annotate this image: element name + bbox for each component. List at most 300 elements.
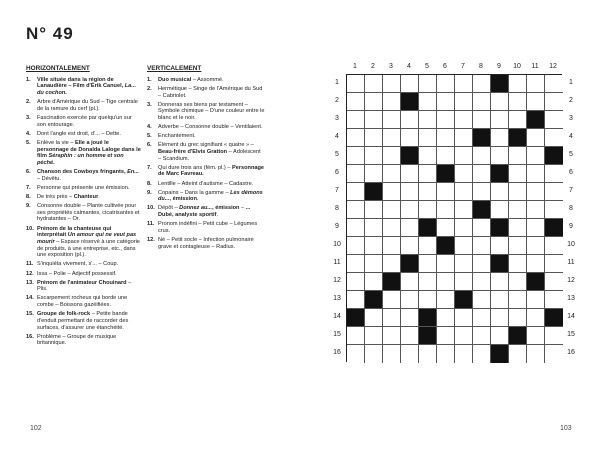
clue-number: 4.	[147, 124, 152, 131]
grid-cell[interactable]	[491, 183, 509, 201]
clue-text: Lentille – Atteint d'autisme – Cadastre.	[158, 180, 254, 187]
black-square	[401, 255, 419, 273]
clue-number: 2.	[147, 85, 152, 92]
grid-cell[interactable]	[383, 93, 401, 111]
grid-cell[interactable]	[401, 327, 419, 345]
grid-cell[interactable]	[509, 255, 527, 273]
clue-number: 5.	[147, 133, 152, 140]
grid-cell[interactable]	[545, 183, 563, 201]
grid-cell[interactable]	[365, 327, 383, 345]
black-square	[419, 327, 437, 345]
page-number-right: 103	[560, 425, 572, 432]
grid-cell[interactable]	[473, 345, 491, 363]
grid-cell[interactable]	[455, 93, 473, 111]
grid-cell[interactable]	[455, 273, 473, 291]
clue-text: Issa – Polie – Adjectif possessif.	[37, 270, 117, 277]
clue-number: 16.	[26, 333, 34, 340]
black-square	[347, 309, 365, 327]
black-square	[455, 291, 473, 309]
horizontal-clue	[26, 140, 141, 167]
grid-cell[interactable]	[365, 309, 383, 327]
clue-text: Copains – Dans la gamme – Les démons du..., émission.	[158, 189, 263, 203]
clue-text: De très près – Chanteur.	[37, 193, 100, 200]
grid-cell[interactable]	[365, 75, 383, 93]
clue-text: Prénom de l'animateur Chouinard – Plis.	[37, 279, 132, 293]
clue-number: 1.	[26, 76, 31, 83]
grid-cell[interactable]	[455, 237, 473, 255]
grid-cell[interactable]	[383, 147, 401, 165]
row-number: 4	[569, 133, 573, 140]
grid-cell[interactable]	[509, 345, 527, 363]
clue-text: Chanson des Cowboys fringants, En... – Dévêtu.	[37, 169, 139, 182]
black-square	[401, 93, 419, 111]
grid-cell[interactable]	[527, 165, 545, 183]
grid-cell[interactable]	[347, 255, 365, 273]
grid-cell[interactable]	[491, 129, 509, 147]
grid-cell[interactable]	[401, 273, 419, 291]
grid-cell[interactable]	[509, 147, 527, 165]
grid-cell[interactable]	[365, 201, 383, 219]
grid-cell[interactable]	[455, 111, 473, 129]
grid-cell[interactable]	[419, 291, 437, 309]
black-square	[365, 183, 383, 201]
grid-cell[interactable]	[365, 111, 383, 129]
column-number: 10	[513, 63, 521, 70]
vertical-clue	[147, 86, 265, 99]
grid-cell[interactable]	[401, 237, 419, 255]
grid-cell[interactable]	[347, 129, 365, 147]
grid-cell[interactable]	[455, 75, 473, 93]
grid-cell[interactable]	[437, 273, 455, 291]
black-square	[473, 201, 491, 219]
grid-cell[interactable]	[527, 183, 545, 201]
grid-cell[interactable]	[347, 345, 365, 363]
vertical-clue	[147, 124, 265, 131]
grid-cell[interactable]	[419, 273, 437, 291]
grid-cell[interactable]	[347, 201, 365, 219]
grid-cell[interactable]	[509, 273, 527, 291]
grid-cell[interactable]	[491, 93, 509, 111]
grid-cell[interactable]	[365, 129, 383, 147]
grid-cell[interactable]	[383, 201, 401, 219]
clue-number: 10.	[147, 205, 155, 212]
grid-cell[interactable]	[527, 93, 545, 111]
grid-cell[interactable]	[491, 201, 509, 219]
horizontal-clue	[26, 334, 141, 347]
grid-cell[interactable]	[455, 219, 473, 237]
grid-cell[interactable]	[365, 165, 383, 183]
grid-cell[interactable]	[419, 201, 437, 219]
horizontal-clue	[26, 271, 141, 278]
horizontal-clue	[26, 226, 141, 260]
horizontal-clue	[26, 77, 141, 97]
grid-cell[interactable]	[347, 327, 365, 345]
clue-text: Enchantement.	[158, 133, 196, 140]
grid-cell[interactable]	[473, 111, 491, 129]
grid-cell[interactable]	[401, 309, 419, 327]
black-square	[545, 309, 563, 327]
vertical-clue	[147, 133, 265, 140]
vertical-clue	[147, 77, 265, 84]
black-square	[491, 219, 509, 237]
grid-cell[interactable]	[419, 255, 437, 273]
grid-cell[interactable]	[545, 129, 563, 147]
horizontal-clue	[26, 131, 141, 138]
row-number: 16	[333, 349, 341, 356]
grid-cell[interactable]	[545, 255, 563, 273]
column-number: 4	[407, 63, 411, 70]
grid-cell[interactable]	[455, 327, 473, 345]
grid-cell[interactable]	[383, 309, 401, 327]
row-number: 1	[569, 79, 573, 86]
grid-cell[interactable]	[545, 93, 563, 111]
row-number: 15	[567, 331, 575, 338]
grid-cell[interactable]	[455, 255, 473, 273]
grid-cell[interactable]	[509, 291, 527, 309]
clue-number: 3.	[26, 115, 31, 121]
grid-cell[interactable]	[527, 129, 545, 147]
row-number: 12	[567, 277, 575, 284]
grid-cell[interactable]	[365, 93, 383, 111]
grid-cell[interactable]	[347, 183, 365, 201]
clue-text: Dépôt – Donnez au..., émission – ... Dubé, analyste sportif.	[158, 205, 251, 219]
grid-cell[interactable]	[401, 219, 419, 237]
black-square	[401, 147, 419, 165]
clue-text: Duo musical – Assommé.	[158, 76, 224, 83]
grid-cell[interactable]	[527, 255, 545, 273]
grid-cell[interactable]	[419, 147, 437, 165]
grid-cell[interactable]	[509, 93, 527, 111]
grid-cell[interactable]	[365, 237, 383, 255]
grid-cell[interactable]	[491, 327, 509, 345]
grid-cell[interactable]	[419, 111, 437, 129]
clue-text: Pronom indéfini – Petit cube – Légumes crus.	[158, 221, 258, 234]
clue-number: 12.	[147, 237, 155, 244]
grid-cell[interactable]	[383, 237, 401, 255]
black-square	[527, 111, 545, 129]
grid-cell[interactable]	[419, 129, 437, 147]
grid-cell[interactable]	[455, 129, 473, 147]
column-number: 7	[461, 63, 465, 70]
grid-cell[interactable]	[509, 237, 527, 255]
grid-cell[interactable]	[419, 75, 437, 93]
grid-cell[interactable]	[509, 219, 527, 237]
black-square	[491, 75, 509, 93]
black-square	[527, 273, 545, 291]
grid-cell[interactable]	[347, 237, 365, 255]
clue-number: 12.	[26, 270, 34, 277]
black-square	[419, 219, 437, 237]
grid-cell[interactable]	[527, 291, 545, 309]
clue-text: Enlève la vie – Elle a joué le personnage de Donalda Laloge dans le film Séraphin : un homme et son péché.	[37, 139, 141, 166]
clue-number: 15.	[26, 311, 34, 318]
grid-cell[interactable]	[473, 147, 491, 165]
grid-cell[interactable]	[527, 201, 545, 219]
grid-cell[interactable]	[527, 219, 545, 237]
grid-cell[interactable]	[383, 327, 401, 345]
grid-cell[interactable]	[347, 111, 365, 129]
black-square	[545, 219, 563, 237]
grid-cell[interactable]	[419, 345, 437, 363]
column-number: 11	[531, 63, 539, 70]
grid-cell[interactable]	[383, 111, 401, 129]
grid-cell[interactable]	[401, 165, 419, 183]
clue-text: Problème – Groupe de musique britannique.	[37, 333, 117, 347]
column-number: 8	[479, 63, 483, 70]
grid-cell[interactable]	[545, 165, 563, 183]
column-number: 2	[371, 63, 375, 70]
grid-cell[interactable]	[473, 219, 491, 237]
clue-text: S'inquiéta vivement, s'... – Coup.	[37, 261, 119, 268]
grid-cell[interactable]	[437, 327, 455, 345]
clue-text: Groupe de folk-rock – Petite bande d'enduit permettant de raccorder des surfaces, d'assurer une étanchéité.	[37, 311, 129, 331]
grid-cell[interactable]	[383, 219, 401, 237]
grid-cell[interactable]	[509, 111, 527, 129]
grid-cell[interactable]	[473, 255, 491, 273]
row-number: 14	[567, 313, 575, 320]
row-number: 8	[569, 205, 573, 212]
row-number: 16	[567, 349, 575, 356]
grid-cell[interactable]	[455, 147, 473, 165]
clue-number: 3.	[147, 101, 152, 108]
grid-cell[interactable]	[473, 327, 491, 345]
grid-cell[interactable]	[383, 291, 401, 309]
vertical-clue	[147, 190, 265, 203]
grid-cell[interactable]	[437, 183, 455, 201]
black-square	[491, 255, 509, 273]
grid-cell[interactable]	[491, 111, 509, 129]
grid-cell[interactable]	[401, 291, 419, 309]
row-number: 11	[567, 259, 575, 266]
row-number: 10	[567, 241, 575, 248]
clue-text: Personne qui présente une émission.	[37, 184, 130, 191]
grid-cell[interactable]	[365, 273, 383, 291]
row-number: 11	[333, 259, 341, 266]
grid-cell[interactable]	[347, 273, 365, 291]
grid-cell[interactable]	[437, 291, 455, 309]
row-number: 7	[335, 187, 339, 194]
grid-cell[interactable]	[347, 147, 365, 165]
row-number: 6	[569, 169, 573, 176]
clue-number: 1.	[147, 76, 152, 83]
grid-cell[interactable]	[419, 183, 437, 201]
black-square	[491, 165, 509, 183]
clue-number: 9.	[147, 189, 152, 196]
clue-number: 10.	[26, 225, 34, 232]
grid-cell[interactable]	[383, 75, 401, 93]
grid-cell[interactable]	[527, 237, 545, 255]
row-number: 3	[569, 115, 573, 122]
grid-cell[interactable]	[509, 183, 527, 201]
grid-cell[interactable]	[491, 237, 509, 255]
vertical-clue	[147, 142, 265, 162]
column-number: 3	[389, 63, 393, 70]
row-number: 13	[567, 295, 575, 302]
clue-text: Adverbe – Consonne double – Ventilaient.	[158, 124, 263, 131]
clue-number: 7.	[147, 164, 152, 171]
grid-cell[interactable]	[365, 219, 383, 237]
grid-cell[interactable]	[545, 291, 563, 309]
clue-text: Qui dure trois ans (fém. pl.) – Personnage de Marc Favreau.	[158, 164, 265, 178]
clue-number: 11.	[26, 261, 34, 268]
black-square	[491, 345, 509, 363]
black-square	[473, 129, 491, 147]
grid-cell[interactable]	[473, 237, 491, 255]
vertical-clue	[147, 205, 265, 218]
grid-cell[interactable]	[437, 111, 455, 129]
grid-cell[interactable]	[545, 273, 563, 291]
grid-cell[interactable]	[401, 183, 419, 201]
grid-cell[interactable]	[401, 345, 419, 363]
grid-cell[interactable]	[545, 237, 563, 255]
clue-number: 13.	[26, 279, 34, 286]
grid-cell[interactable]	[527, 75, 545, 93]
row-number: 2	[335, 97, 339, 104]
grid-cell[interactable]	[491, 273, 509, 291]
horizontal-clue	[26, 169, 141, 182]
clue-number: 8.	[26, 193, 31, 200]
clue-number: 9.	[26, 203, 31, 210]
clue-number: 6.	[26, 169, 31, 176]
grid-cell[interactable]	[545, 111, 563, 129]
grid-cell[interactable]	[347, 219, 365, 237]
grid-cell[interactable]	[383, 255, 401, 273]
page-number-left: 102	[30, 425, 42, 432]
clue-number: 8.	[147, 180, 152, 187]
grid-cell[interactable]	[437, 345, 455, 363]
grid-cell[interactable]	[545, 201, 563, 219]
grid-cell[interactable]	[473, 183, 491, 201]
grid-cell[interactable]	[419, 237, 437, 255]
grid-cell[interactable]	[437, 309, 455, 327]
grid-cell[interactable]	[437, 255, 455, 273]
clue-text: Prénom de la chanteuse qui interprétait Un amour qui ne veut pas mourir – Espace réservé à une catégorie de produits, à une entreprise, etc., dans une exposition (pl.).	[37, 225, 140, 259]
grid-cell[interactable]	[491, 291, 509, 309]
clue-number: 4.	[26, 130, 31, 137]
grid-cell[interactable]	[437, 147, 455, 165]
grid-cell[interactable]	[455, 345, 473, 363]
row-number: 8	[335, 205, 339, 212]
grid-cell[interactable]	[455, 183, 473, 201]
grid-cell[interactable]	[401, 129, 419, 147]
row-number: 15	[333, 331, 341, 338]
grid-cell[interactable]	[401, 201, 419, 219]
grid-cell[interactable]	[545, 75, 563, 93]
grid-cell[interactable]	[509, 165, 527, 183]
clue-number: 5.	[26, 139, 31, 146]
grid-cell[interactable]	[419, 93, 437, 111]
vertical-heading: VERTICALEMENT	[147, 65, 202, 72]
black-square	[365, 291, 383, 309]
clue-text: Dont l'angle est droit, d'... – Dette.	[37, 130, 121, 137]
grid-cell[interactable]	[365, 255, 383, 273]
clue-text: Consonne double – Plante cultivée pour ses propriétés calmantes, cicatrisantes et hydratantes – Or.	[37, 203, 140, 223]
vertical-clue	[147, 221, 265, 234]
horizontal-clue	[26, 115, 141, 128]
clue-number: 14.	[26, 295, 34, 302]
grid-cell[interactable]	[347, 93, 365, 111]
grid-cell[interactable]	[455, 165, 473, 183]
horizontal-clue	[26, 99, 141, 112]
clue-number: 6.	[147, 142, 152, 149]
horizontal-clue	[26, 280, 141, 293]
grid-cell[interactable]	[545, 345, 563, 363]
grid-cell[interactable]	[527, 309, 545, 327]
grid-cell[interactable]	[365, 147, 383, 165]
horizontal-clue	[26, 185, 141, 192]
grid-cell[interactable]	[473, 273, 491, 291]
row-number: 14	[333, 313, 341, 320]
grid-cell[interactable]	[545, 327, 563, 345]
grid-cell[interactable]	[383, 165, 401, 183]
column-number: 6	[443, 63, 447, 70]
grid-cell[interactable]	[437, 219, 455, 237]
grid-cell[interactable]	[437, 75, 455, 93]
page-title: N° 49	[26, 24, 74, 43]
vertical-clue	[147, 102, 265, 122]
grid-cell[interactable]	[509, 201, 527, 219]
horizontal-clue	[26, 203, 141, 223]
row-number: 12	[333, 277, 341, 284]
grid-cell[interactable]	[365, 345, 383, 363]
column-number: 1	[353, 63, 357, 70]
grid-cell[interactable]	[527, 345, 545, 363]
grid-cell[interactable]	[437, 201, 455, 219]
clue-text: Escarpement rocheux qui borde une combe – Boissons gazéifiées.	[37, 295, 128, 309]
grid-cell[interactable]	[383, 183, 401, 201]
row-number: 10	[333, 241, 341, 248]
row-number: 9	[569, 223, 573, 230]
grid-cell[interactable]	[347, 291, 365, 309]
black-square	[383, 273, 401, 291]
grid-cell[interactable]	[509, 75, 527, 93]
vertical-clue	[147, 237, 265, 250]
grid-cell[interactable]	[527, 147, 545, 165]
grid-cell[interactable]	[455, 309, 473, 327]
grid-cell[interactable]	[347, 75, 365, 93]
grid-cell[interactable]	[491, 309, 509, 327]
grid-cell[interactable]	[473, 75, 491, 93]
grid-cell[interactable]	[509, 309, 527, 327]
grid-cell[interactable]	[419, 165, 437, 183]
grid-cell[interactable]	[383, 129, 401, 147]
horizontal-clue	[26, 261, 141, 268]
grid-cell[interactable]	[401, 75, 419, 93]
grid-cell[interactable]	[527, 327, 545, 345]
vertical-clue	[147, 165, 265, 178]
grid-cell[interactable]	[473, 165, 491, 183]
grid-cell[interactable]	[437, 129, 455, 147]
grid-cell[interactable]	[491, 147, 509, 165]
clue-text: Né – Petit socle – Infection pulmonaire grave et contagieuse – Radius.	[158, 237, 254, 250]
grid-cell[interactable]	[437, 93, 455, 111]
horizontal-clues	[26, 66, 141, 350]
row-number: 5	[335, 151, 339, 158]
clue-number: 7.	[26, 184, 31, 191]
row-number: 4	[335, 133, 339, 140]
grid-cell[interactable]	[473, 93, 491, 111]
grid-cell[interactable]	[473, 309, 491, 327]
grid-cell[interactable]	[401, 111, 419, 129]
grid-cell[interactable]	[383, 345, 401, 363]
row-number: 3	[335, 115, 339, 122]
horizontal-heading: HORIZONTALEMENT	[26, 65, 90, 72]
grid-cell[interactable]	[473, 291, 491, 309]
clue-text: Ville située dans la région de Lanaudière – Film d'Érik Canuel, La... du cochon.	[37, 76, 136, 97]
grid-cell[interactable]	[455, 201, 473, 219]
grid-cell[interactable]	[347, 165, 365, 183]
vertical-clue	[147, 181, 265, 188]
